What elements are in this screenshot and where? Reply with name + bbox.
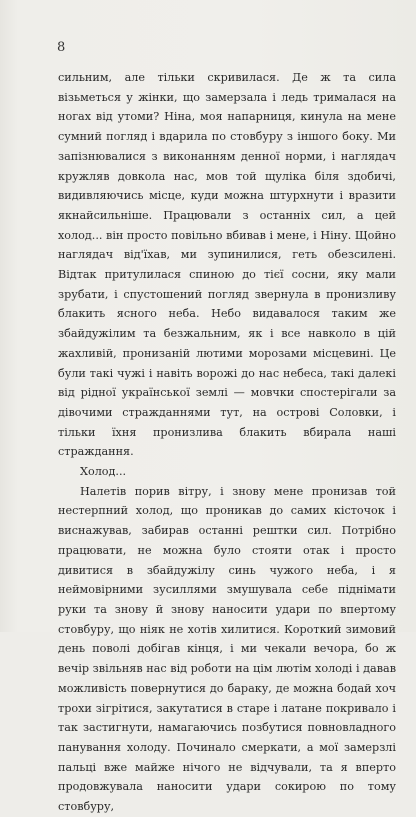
page-number: 8 [57,40,66,55]
paragraph: Налетів порив вітру, і знову мене пронизав той нестерпний холод, що проникав до самих кісточок і виснажував, забирав останні рештки сил. Потрібно працювати, не можна було стояти отак і просто дивитися в збайдужілу синь чужого неба, і я неймовірними зусиллями змушувала себе піднімати руки та знову й знову наносити удари по впертому стовбуру, що ніяк не хотів хилитися. Короткий зимовий день поволі добігав кінця, і ми чекали вечора, бо ж вечір звільняв нас від роботи на цім лютім холоді і давав можливість повернутися до бараку, де можна бодай хоч трохи зігрітися, закутатися в старе і латане покривало і так застигнути, намагаючись позбутися повновладного панування холоду. Починало смеркати, а мої замерзлі пальці вже майже нічого не відчували, та я вперто продовжувала наносити удари сокирою по тому стовбуру, [58,484,396,814]
page-text [58,68,396,817]
paragraph: Холод... [80,465,127,479]
paragraph: сильним, але тільки скривилася. Де ж та сила візьметься у жінки, що замерзала і ледь трималася на ногах від утоми? Ніна, моя напарниця, кинула на мене сумний погляд і вдарила по стовбуру з іншого боку. Ми запізнювалися з виконанням денної норми, і наглядач кружляв довкола нас, мов той щуліка біля здобичі, видивляючись місце, куди можна штурхнути і вразити якнайсильніше. Працювали з останніх сил, а цей холод... він просто повільно вбивав і мене, і Ніну. Щойно наглядач від'їхав, ми зупинилися, геть обезсилені. Відтак притулилася спиною до тієї сосни, яку мали зрубати, і спустошений погляд звернула в пронизливу блакить ясного неба. Небо видавалося таким же збайдужілим та безжальним, як і все навколо в цій жахливій, пронизаній лютими морозами місцевині. Це були такі чужі і навіть ворожі до нас небеса, такі далекі від рідної української землі — мовчки спостерігали за дівочими стражданнями тут, на острові Соловки, і тільки їхня пронизлива блакить вбирала наші страждання. [58,71,396,459]
